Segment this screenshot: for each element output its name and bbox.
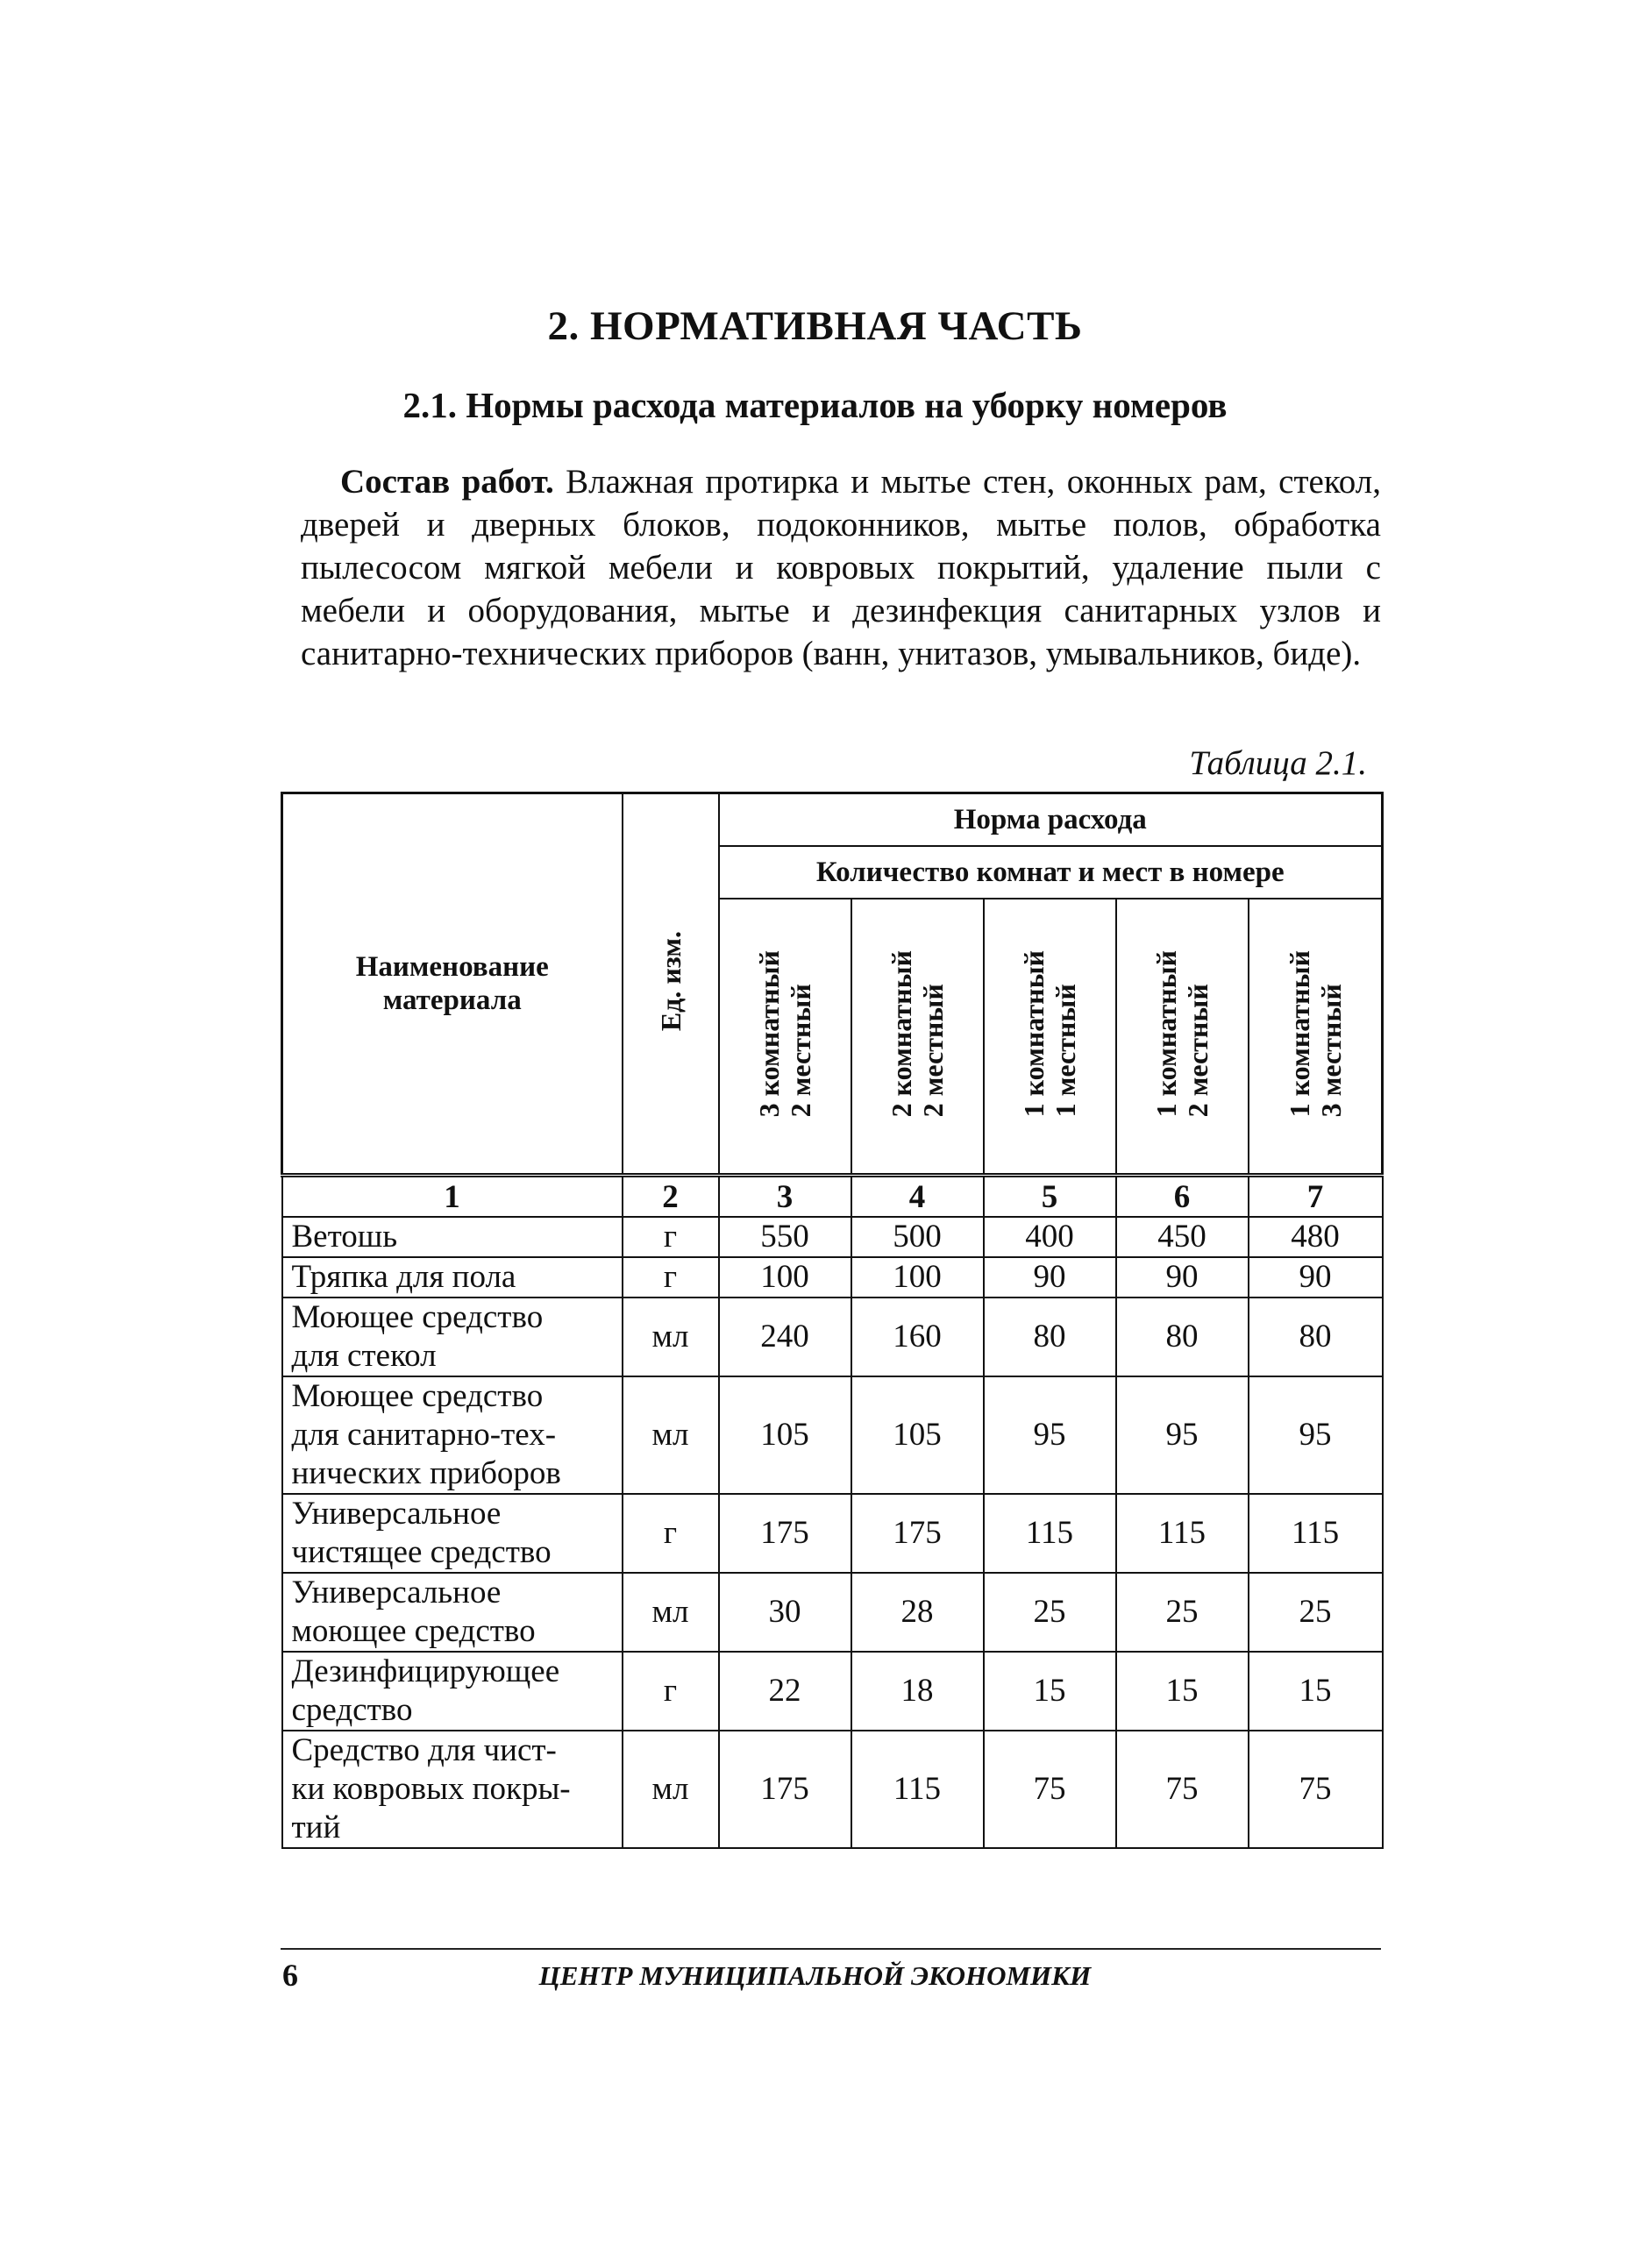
column-number: 1 <box>282 1176 623 1218</box>
norms-table <box>281 792 1384 1849</box>
value-cell: 30 <box>719 1573 851 1652</box>
header-unit-label: Ед. изм. <box>654 931 687 1032</box>
value-cell: 175 <box>719 1494 851 1573</box>
table-row <box>282 1376 1383 1494</box>
page-number: 6 <box>282 1958 298 1993</box>
value-cell: 15 <box>1249 1652 1383 1731</box>
header-room-label: 3 комнатный 2 местный <box>753 950 816 1118</box>
intro-paragraph <box>301 460 1381 675</box>
value-cell: 75 <box>1249 1731 1383 1848</box>
value-cell: 160 <box>851 1298 984 1376</box>
value-cell: 400 <box>984 1217 1116 1257</box>
value-cell: 28 <box>851 1573 984 1652</box>
header-room-col <box>1249 899 1383 1176</box>
material-cell: Моющее средство для санитарно-тех- нических приборов <box>282 1376 623 1494</box>
header-norm-group: Норма расхода <box>719 793 1383 847</box>
value-cell: 100 <box>851 1257 984 1298</box>
value-cell: 100 <box>719 1257 851 1298</box>
section-title: 2. НОРМАТИВНАЯ ЧАСТЬ <box>547 303 1083 349</box>
intro-lead: Состав работ. <box>340 463 554 501</box>
table-row <box>282 1257 1383 1298</box>
unit-cell: г <box>623 1217 719 1257</box>
value-cell: 105 <box>719 1376 851 1494</box>
table-row <box>282 1573 1383 1652</box>
value-cell: 175 <box>851 1494 984 1573</box>
value-cell: 15 <box>984 1652 1116 1731</box>
unit-cell: мл <box>623 1731 719 1848</box>
value-cell: 75 <box>984 1731 1116 1848</box>
column-number: 6 <box>1116 1176 1249 1218</box>
material-cell: Универсальное моющее средство <box>282 1573 623 1652</box>
value-cell: 480 <box>1249 1217 1383 1257</box>
value-cell: 25 <box>984 1573 1116 1652</box>
value-cell: 22 <box>719 1652 851 1731</box>
value-cell: 240 <box>719 1298 851 1376</box>
column-number: 4 <box>851 1176 984 1218</box>
column-number-row <box>282 1176 1383 1218</box>
header-room-subgroup: Количество комнат и мест в номере <box>719 846 1383 899</box>
value-cell: 115 <box>984 1494 1116 1573</box>
material-cell: Моющее средство для стекол <box>282 1298 623 1376</box>
value-cell: 80 <box>1116 1298 1249 1376</box>
footer-divider <box>281 1948 1381 1950</box>
header-room-col <box>984 899 1116 1176</box>
header-unit <box>623 793 719 1176</box>
table-row <box>282 1494 1383 1573</box>
unit-cell: мл <box>623 1573 719 1652</box>
value-cell: 450 <box>1116 1217 1249 1257</box>
header-room-label: 1 комнатный 1 местный <box>1018 950 1081 1118</box>
material-cell: Универсальное чистящее средство <box>282 1494 623 1573</box>
table-row <box>282 1217 1383 1257</box>
value-cell: 25 <box>1249 1573 1383 1652</box>
material-cell: Дезинфицирующее средство <box>282 1652 623 1731</box>
column-number: 2 <box>623 1176 719 1218</box>
value-cell: 95 <box>1249 1376 1383 1494</box>
value-cell: 115 <box>1116 1494 1249 1573</box>
unit-cell: г <box>623 1257 719 1298</box>
unit-cell: г <box>623 1652 719 1731</box>
header-room-label: 1 комнатный 2 местный <box>1150 950 1214 1118</box>
value-cell: 80 <box>984 1298 1116 1376</box>
subsection-title: 2.1. Нормы расхода материалов на уборку номеров <box>402 385 1228 425</box>
value-cell: 95 <box>1116 1376 1249 1494</box>
column-number: 7 <box>1249 1176 1383 1218</box>
value-cell: 18 <box>851 1652 984 1731</box>
material-cell: Средство для чист- ки ковровых покры- тий <box>282 1731 623 1848</box>
column-number: 5 <box>984 1176 1116 1218</box>
header-room-col <box>1116 899 1249 1176</box>
table-row <box>282 1298 1383 1376</box>
table-body <box>282 1217 1383 1848</box>
unit-cell: мл <box>623 1376 719 1494</box>
value-cell: 115 <box>851 1731 984 1848</box>
table-row <box>282 1652 1383 1731</box>
value-cell: 175 <box>719 1731 851 1848</box>
material-cell: Ветошь <box>282 1217 623 1257</box>
value-cell: 115 <box>1249 1494 1383 1573</box>
value-cell: 550 <box>719 1217 851 1257</box>
value-cell: 90 <box>1249 1257 1383 1298</box>
value-cell: 95 <box>984 1376 1116 1494</box>
value-cell: 90 <box>984 1257 1116 1298</box>
column-number: 3 <box>719 1176 851 1218</box>
header-room-col <box>719 899 851 1176</box>
value-cell: 25 <box>1116 1573 1249 1652</box>
header-room-label: 1 комнатный 3 местный <box>1283 950 1347 1118</box>
value-cell: 90 <box>1116 1257 1249 1298</box>
table-row <box>282 1731 1383 1848</box>
header-room-col <box>851 899 984 1176</box>
value-cell: 105 <box>851 1376 984 1494</box>
intro-text: Влажная протирка и мытье стен, оконных рам, стекол, дверей и дверных блоков, подоконников, мытье полов, обработка пылесосом мягкой мебели и ковровых покрытий, удаление пыли с мебели и оборудования, мытье и дезинфекция санитарных узлов и санитарно-технических приборов (ванн, унитазов, умывальников, биде). <box>301 463 1382 672</box>
header-room-label: 2 комнатный 2 местный <box>886 950 949 1118</box>
footer-organization: ЦЕНТР МУНИЦИПАЛЬНОЙ ЭКОНОМИКИ <box>538 1960 1092 1991</box>
material-cell: Тряпка для пола <box>282 1257 623 1298</box>
value-cell: 15 <box>1116 1652 1249 1731</box>
header-material-name: Наименование материала <box>282 793 623 1176</box>
value-cell: 80 <box>1249 1298 1383 1376</box>
value-cell: 75 <box>1116 1731 1249 1848</box>
table-caption: Таблица 2.1. <box>1189 744 1367 782</box>
unit-cell: мл <box>623 1298 719 1376</box>
value-cell: 500 <box>851 1217 984 1257</box>
unit-cell: г <box>623 1494 719 1573</box>
